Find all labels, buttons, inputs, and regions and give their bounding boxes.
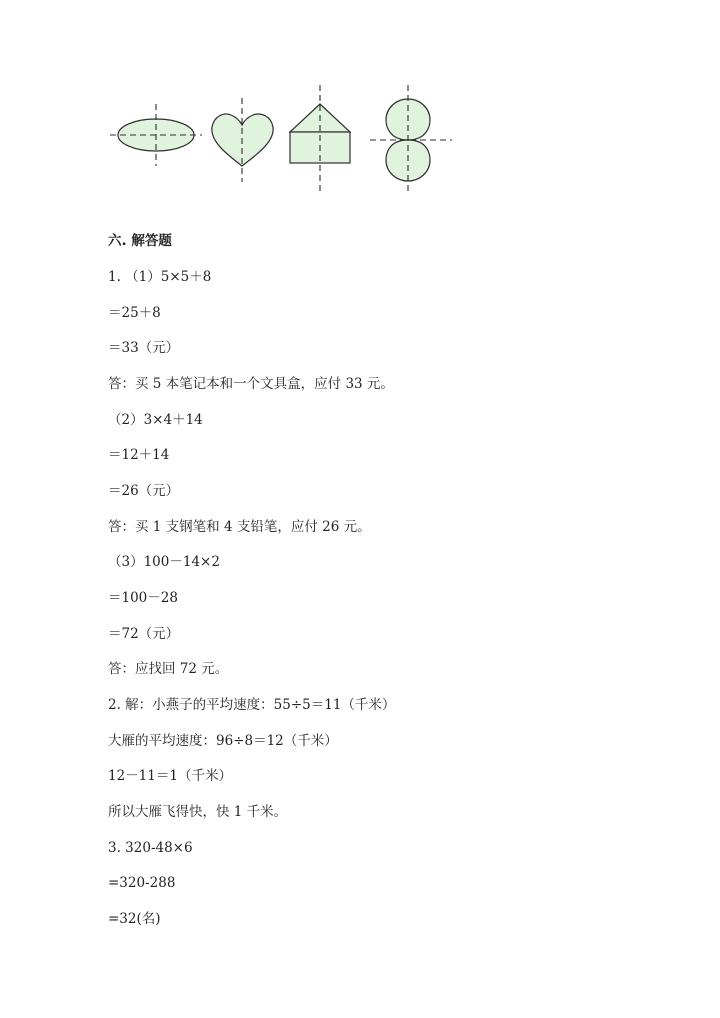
solution-line: =32(名) [108,911,161,927]
solution-line: 12－11＝1（千米） [108,768,232,784]
answer-line: 答：买 5 本笔记本和一个文具盒，应付 33 元。 [108,376,394,392]
answer-line: 答：买 1 支钢笔和 4 支铅笔，应付 26 元。 [108,519,371,535]
house-figure [290,85,350,192]
solution-line: ＝12＋14 [108,447,170,463]
solution-line: 3. 320-48×6 [108,840,193,856]
heart-figure [212,98,273,182]
symmetry-figures-svg [100,82,470,200]
solution-line: （3）100－14×2 [108,554,220,570]
figure-eight-figure [370,85,452,194]
solution-line: ＝72（元） [108,626,180,642]
solution-line: ＝26（元） [108,483,180,499]
ellipse-figure [110,104,202,166]
solution-line: （2）3×4＋14 [108,412,203,428]
solution-line: ＝100－28 [108,590,178,606]
symmetry-figures [100,82,470,200]
solution-line: 大雁的平均速度：96÷8＝12（千米） [108,733,338,749]
solution-line: ＝33（元） [108,340,180,356]
solution-line: 2. 解：小燕子的平均速度：55÷5＝11（千米） [108,697,396,713]
answer-line: 所以大雁飞得快，快 1 千米。 [108,804,288,820]
section-heading: 六. 解答题 [108,233,172,249]
answer-line: 答：应找回 72 元。 [108,661,229,677]
solution-line: ＝25＋8 [108,305,161,321]
solution-line: =320-288 [108,875,176,891]
solution-line: 1. （1）5×5＋8 [108,269,212,285]
